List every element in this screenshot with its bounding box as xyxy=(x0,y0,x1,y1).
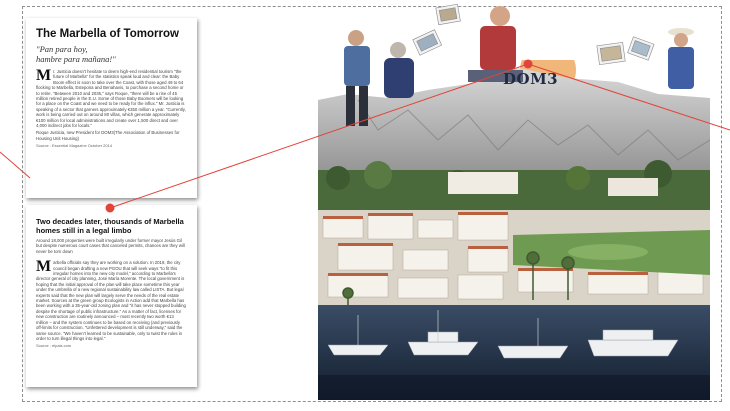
article-source: Source : elpais.com xyxy=(36,343,72,349)
dom3-logo: DOM3 xyxy=(503,70,559,88)
subtitle-line-1: "Pan para hoy, xyxy=(36,44,88,54)
article-body-text: r. Justicia doesn't hesitate to deem high-end residential tourism "the future of Marbella" for the statistics speak loud and clear: the Baby Boom effect is soon to take over the Coast, with those aged 49 to 64 flocking to Marbella, Estepona and Benahavis, to purchase a second home or to retire. "Between 2010 and 2035," says Roque, "there will be a rise of 45 million retired people in the E.U. Some of those Baby Boomers will be looking for a place on the Coast and we need to be ready for the influx." Mr. Justicia is speaking of a sector that garners approximately €350 million a year. "Currently, work is being carried out on around 80 villas, which generate approximately €100 million for local administrations and create over 1,500 direct and over 4,000 indirect jobs for locals." xyxy=(36,69,186,129)
article-title: The Marbella of Tomorrow xyxy=(36,28,179,40)
pin-marker xyxy=(524,60,533,69)
article-attribution: Roque Justicia, new President for DOM3(The Association of Businesses for Housing Unit Housing) xyxy=(36,130,180,141)
pin-marker xyxy=(106,204,115,213)
article-body-text: arbella officials say they are working on a solution. In 2019, the city council began drafting a new PGOU that will seek ways "to fit this irregular homes into the new city model," according to Marbella's director general of city planning, José María Morente. The local government is hoping that the initial approval of the plan will take place sometime this year under the umbrella of a new regional sustainability law called LISTA. But legal experts said that the new plan will largely serve the needs of the real estate market. Sources at the green group Ecologists in Action add that Marbella has been working with a 35-year-old zoning plan and "it has never stopped building despite the shortage of public infrastructure." As a matter of fact, licenses for new construction are routinely announced – most recently two worth €13 million – and the system continues to be based on receiving (and previously off-limits for construction. "Unfettered development is still underway," said the same source. "We haven't learned to be sustainable, only to twist the rules in order to turn illegal things into legal." xyxy=(36,260,186,341)
drop-cap: M xyxy=(36,258,52,276)
article-lead: Around 18,000 properties were built irregularly under former mayor Jesús Gil but despite numerous court cases that canceled permits, chances are they will never be torn down xyxy=(36,238,185,254)
connector-line-left xyxy=(0,152,30,178)
article-title: Two decades later, thousands of Marbella homes still in a legal limbo xyxy=(36,217,184,235)
connector-line-middle xyxy=(110,64,528,208)
drop-cap: M xyxy=(36,67,52,84)
connector-line-right xyxy=(528,64,730,130)
article-source: Source : Essential Magazine October 2014 xyxy=(36,143,113,149)
subtitle-line-2: hambre para mañana!" xyxy=(36,54,116,64)
